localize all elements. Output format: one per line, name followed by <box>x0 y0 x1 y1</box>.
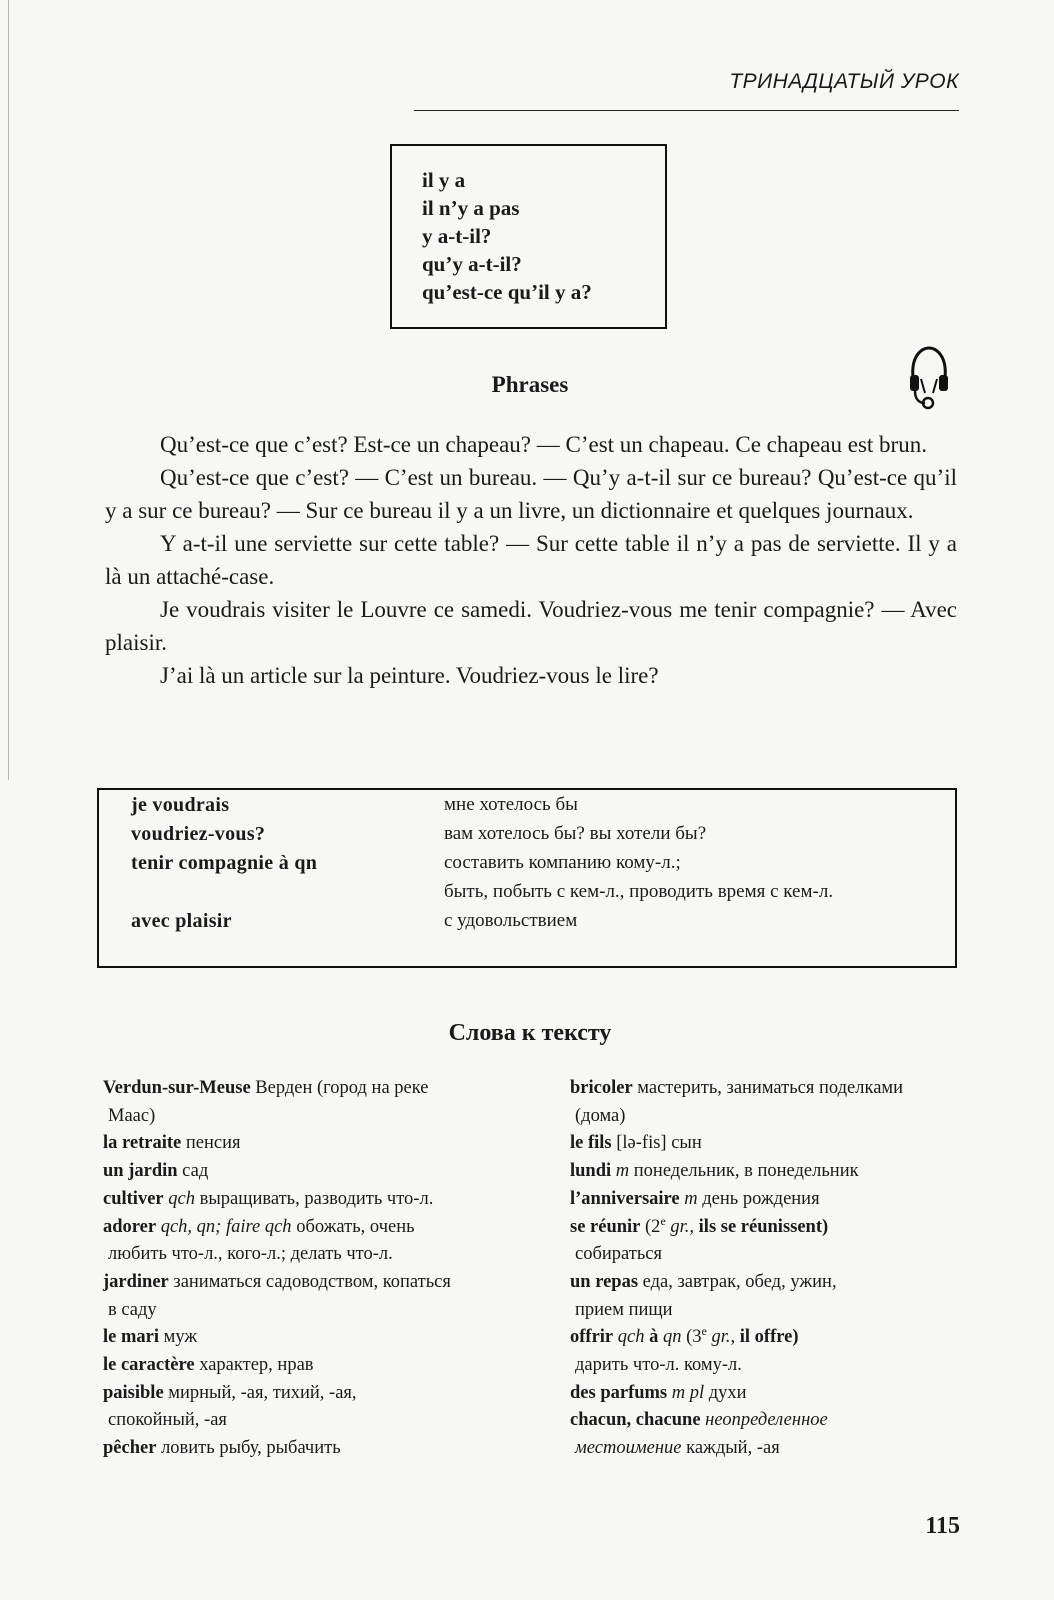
grammar-line: il n’y a pas <box>422 196 520 220</box>
headword: à <box>644 1327 659 1348</box>
headword: ils se réunissent) <box>694 1216 829 1237</box>
translation: пенсия <box>181 1133 241 1154</box>
grammar-note: qch <box>163 1188 195 1209</box>
headword: le caractère <box>103 1355 195 1376</box>
word-entry <box>570 1158 1000 1186</box>
word-entry <box>570 1324 1000 1379</box>
word-entry-line <box>570 1186 1000 1214</box>
translation: ловить рыбу, рыбачить <box>156 1438 341 1459</box>
word-entry <box>103 1075 533 1130</box>
vocab-russian: с удовольствием <box>444 910 578 931</box>
grammar-line: y a-t-il? <box>422 224 492 248</box>
headword: un repas <box>570 1271 639 1292</box>
translation: мирный, -ая, тихий, -ая, <box>163 1382 357 1403</box>
headword: Verdun-sur-Meuse <box>103 1078 251 1098</box>
translation: любить что-л., кого-л.; делать что-л. <box>108 1244 393 1265</box>
running-header: ТРИНАДЦАТЫЙ УРОК <box>729 70 959 93</box>
grammar-box <box>390 144 667 329</box>
translation: в саду <box>108 1299 157 1320</box>
phrase-paragraph: Qu’est-ce que c’est? — C’est un bureau. — Qu’y a-t-il sur ce bureau? Qu’est-ce qu’il y a sur ce bureau? — Sur ce bureau il y a un livre, un dictionnaire et quelques journaux. <box>105 465 957 523</box>
vocab-french: avec plaisir <box>131 910 232 932</box>
vocab-row <box>99 906 955 936</box>
word-entry-line <box>103 1352 533 1380</box>
translation: каждый, -ая <box>681 1438 780 1459</box>
translation: сад <box>177 1161 209 1182</box>
headword: cultiver <box>103 1188 164 1209</box>
word-entry-line <box>570 1269 1000 1297</box>
word-entry-line <box>570 1103 1000 1131</box>
vocab-row <box>99 877 955 907</box>
word-entry <box>570 1407 1000 1462</box>
translation: дарить что-л. кому-л. <box>575 1355 742 1376</box>
word-entry <box>570 1075 1000 1130</box>
vocab-row <box>99 848 955 878</box>
word-entry-line <box>570 1352 1000 1380</box>
word-entry <box>103 1130 533 1158</box>
grammar-line: qu’y a-t-il? <box>422 252 522 276</box>
word-entry-line <box>103 1241 533 1269</box>
page-number: 115 <box>925 1513 960 1539</box>
grammar-line: il y a <box>422 168 466 192</box>
headword: un jardin <box>103 1161 178 1182</box>
translation: характер, нрав <box>194 1355 314 1376</box>
word-entry-line <box>103 1158 533 1186</box>
word-entry-line <box>103 1186 533 1214</box>
word-entry-line <box>570 1407 1000 1435</box>
word-entry-line <box>103 1214 533 1242</box>
word-entry <box>103 1186 533 1214</box>
word-entry-line <box>103 1130 533 1158</box>
headword: lundi <box>570 1161 612 1182</box>
headword: il offre) <box>735 1327 799 1348</box>
grammar-note: qch, qn; faire qch <box>156 1216 292 1237</box>
headword: l’anniversaire <box>570 1188 680 1209</box>
word-entry-line <box>570 1158 1000 1186</box>
vocab-french: je voudrais <box>131 794 230 816</box>
translation: (дома) <box>575 1105 626 1126</box>
word-entry <box>103 1352 533 1380</box>
grammar-note: qn <box>658 1327 682 1348</box>
translation: выращивать, разводить что-л. <box>194 1188 434 1209</box>
translation: прием пищи <box>575 1299 673 1320</box>
translation: день рождения <box>697 1188 820 1209</box>
headword: chacun, chacune <box>570 1410 701 1431</box>
phrase-paragraph: Qu’est-ce que c’est? Est-ce un chapeau? — C’est un chapeau. Ce chapeau est brun. <box>160 432 927 457</box>
translation: [lə-fis] сын <box>611 1133 702 1154</box>
word-list-left <box>103 1075 533 1463</box>
headword: jardiner <box>103 1271 169 1292</box>
translation: духи <box>704 1382 747 1403</box>
vocab-russian: быть, побыть с кем-л., проводить время с кем-л. <box>444 881 834 902</box>
headword: adorer <box>103 1216 157 1237</box>
grammar-note: gr., <box>665 1216 695 1237</box>
word-entry <box>103 1380 533 1435</box>
vocab-french: tenir compagnie à qn <box>131 852 318 874</box>
word-entry-line <box>570 1297 1000 1325</box>
word-entry-line <box>103 1324 533 1352</box>
grammar-note: неопределенное <box>700 1410 828 1431</box>
page-edge-line <box>8 0 9 780</box>
vocab-russian: составить компанию кому-л.; <box>444 852 681 873</box>
vocab-row <box>99 790 955 820</box>
translation: обожать, очень <box>291 1216 415 1237</box>
grammar-note: местоимение <box>575 1438 682 1459</box>
headword: paisible <box>103 1382 164 1403</box>
headword: se réunir <box>570 1216 641 1237</box>
translation: еда, завтрак, обед, ужин, <box>638 1271 837 1292</box>
vocab-box <box>97 788 957 968</box>
grammar-note: gr., <box>706 1327 736 1348</box>
word-entry-line <box>103 1380 533 1408</box>
word-entry-line <box>103 1075 533 1103</box>
headword: des parfums <box>570 1382 668 1403</box>
word-entry-line <box>570 1075 1000 1103</box>
translation: понедельник, в понедельник <box>629 1161 859 1182</box>
phrase-paragraph: Je voudrais visiter le Louvre ce samedi. Voudriez-vous me tenir compagnie? — Avec plaisir. <box>105 597 957 655</box>
headword: le mari <box>103 1327 159 1348</box>
grammar-note: m pl <box>667 1382 705 1403</box>
vocab-russian: мне хотелось бы <box>444 794 578 815</box>
superscript: e <box>701 1324 707 1339</box>
translation: спокойный, -ая <box>108 1410 227 1431</box>
word-entry <box>570 1269 1000 1324</box>
headphones-icon <box>907 343 951 413</box>
headword: offrir <box>570 1327 614 1348</box>
word-entry-line <box>103 1269 533 1297</box>
word-entry <box>103 1269 533 1324</box>
word-entry-line <box>103 1297 533 1325</box>
section-title-phrases: Phrases <box>491 372 569 397</box>
headword: la retraite <box>103 1133 182 1154</box>
grammar-line: qu’est-ce qu’il y a? <box>422 280 592 304</box>
header-rule <box>414 110 959 111</box>
word-entry <box>570 1380 1000 1408</box>
headword: pêcher <box>103 1438 157 1459</box>
word-entry-line <box>103 1103 533 1131</box>
word-entry <box>570 1186 1000 1214</box>
translation: Верден (город на реке <box>250 1078 429 1098</box>
word-entry-line <box>103 1407 533 1435</box>
headword: le fils <box>570 1133 612 1154</box>
word-entry <box>103 1214 533 1269</box>
translation: Маас) <box>108 1105 156 1126</box>
vocab-french: voudriez-vous? <box>131 823 266 845</box>
word-entry <box>103 1324 533 1352</box>
word-entry-line <box>103 1435 533 1463</box>
translation: (2 <box>640 1216 661 1237</box>
word-entry-line <box>570 1214 1000 1242</box>
vocab-row <box>99 819 955 849</box>
word-entry <box>570 1130 1000 1158</box>
word-entry <box>570 1214 1000 1269</box>
word-list-right <box>570 1075 1000 1463</box>
vocab-russian: вам хотелось бы? вы хотели бы? <box>444 823 707 844</box>
word-entry <box>103 1435 533 1463</box>
phrase-paragraph: J’ai là un article sur la peinture. Voudriez-vous le lire? <box>160 663 659 688</box>
translation: заниматься садоводством, копаться <box>168 1271 451 1292</box>
grammar-note: qch <box>613 1327 645 1348</box>
translation: мастерить, заниматься поделками <box>632 1078 904 1098</box>
phrase-paragraph: Y a-t-il une serviette sur cette table? — Sur cette table il n’y a pas de serviette. Il y a là un attaché-case. <box>105 531 957 589</box>
grammar-note: m <box>679 1188 698 1209</box>
word-entry-line <box>570 1130 1000 1158</box>
phrases-text <box>105 428 957 692</box>
word-entry-line <box>570 1435 1000 1463</box>
word-entry <box>103 1158 533 1186</box>
section-title-words: Слова к тексту <box>448 1020 612 1046</box>
word-entry-line <box>570 1241 1000 1269</box>
translation: собираться <box>575 1244 662 1265</box>
headword: bricoler <box>570 1078 633 1098</box>
translation: (3 <box>681 1327 702 1348</box>
superscript: e <box>660 1213 666 1228</box>
grammar-note: m <box>611 1161 630 1182</box>
word-entry-line <box>570 1380 1000 1408</box>
translation: муж <box>159 1327 198 1348</box>
word-entry-line <box>570 1324 1000 1352</box>
